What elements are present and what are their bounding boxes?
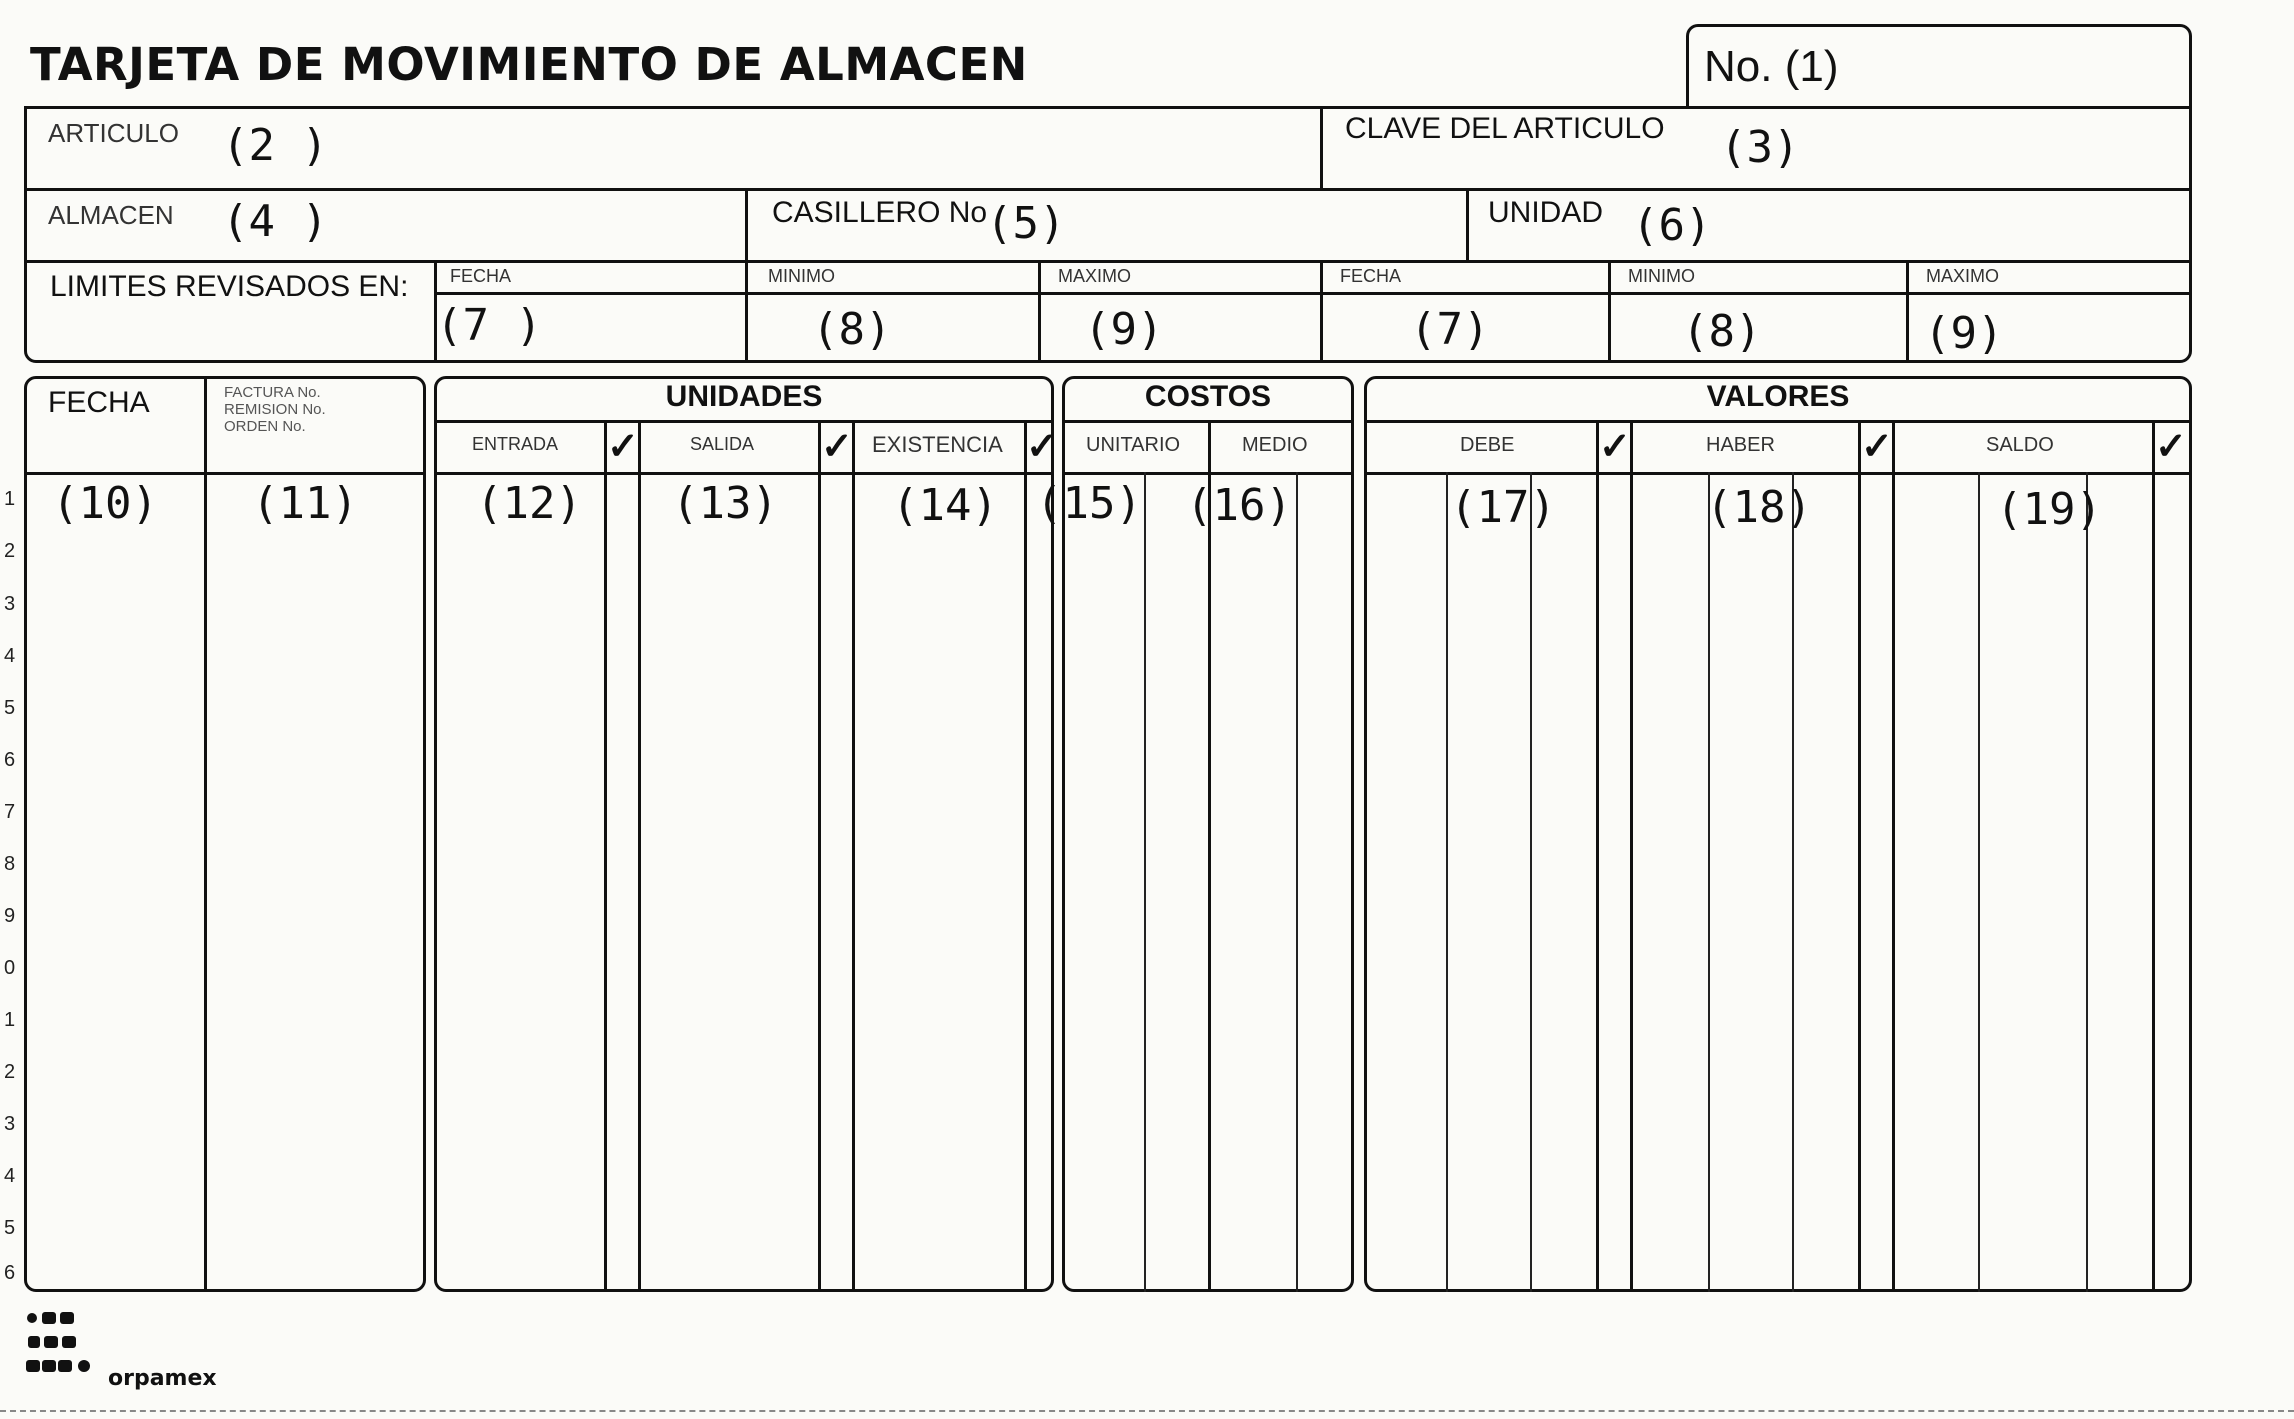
bottom-edge [0,1410,2294,1412]
limit-minimo-label-1: MINIMO [768,266,835,286]
check-icon: ✓ [607,426,639,468]
row-number: 8 [4,853,16,875]
row-number: 5 [4,697,16,719]
fecha-header: FECHA [48,386,150,419]
unitario-header: UNITARIO [1086,434,1181,456]
marker-16: (16) [1186,480,1292,531]
limit-minimo-marker-2: (8) [1682,306,1762,357]
limit-fecha-marker-2: (7) [1410,304,1490,355]
unidad-label: UNIDAD [1488,196,1604,229]
limit-maximo-marker-1: (9) [1084,304,1164,355]
check-icon: ✓ [1026,426,1058,468]
marker-11: (11) [252,478,358,529]
row-number: 2 [4,540,16,562]
check-icon: ✓ [821,426,853,468]
almacen-label: ALMACEN [48,200,174,230]
casillero-label: CASILLERO No [772,196,988,229]
row-number: 0 [4,957,16,979]
marker-12: (12) [476,478,582,529]
row-number: 3 [4,1113,16,1135]
check-icon: ✓ [1861,426,1893,468]
articulo-label: ARTICULO [48,118,179,148]
almacen-marker: (4 ) [222,196,328,247]
limit-maximo-marker-2: (9) [1924,308,2004,359]
limit-maximo-label-2: MAXIMO [1926,266,2000,286]
casillero-marker: (5) [986,198,1066,249]
marker-18: (18) [1706,482,1812,533]
clave-label: CLAVE DEL ARTICULO [1345,112,1665,145]
marker-15: (15) [1036,478,1142,529]
entrada-header: ENTRADA [472,434,559,454]
row-number: 5 [4,1217,16,1239]
limit-fecha-label-1: FECHA [450,266,512,286]
row-number: 6 [4,1262,16,1284]
limit-fecha-marker-1: (7 ) [436,300,542,351]
row-number: 6 [4,749,16,771]
unidad-marker: (6) [1632,200,1712,251]
debe-header: DEBE [1460,434,1515,456]
limites-label: LIMITES REVISADOS EN: [50,270,409,303]
limit-maximo-label-1: MAXIMO [1058,266,1132,286]
row-number: 1 [4,488,16,510]
salida-header: SALIDA [690,434,755,454]
row-number: 4 [4,1165,16,1187]
articulo-marker: (2 ) [222,120,328,171]
row-number: 3 [4,593,16,615]
limit-minimo-marker-1: (8) [812,304,892,355]
costos-header: COSTOS [1144,380,1272,413]
factura-header: FACTURA No. REMISION No. ORDEN No. [224,384,326,435]
row-number: 7 [4,801,16,823]
number-label: No. (1) [1704,42,1839,91]
check-icon: ✓ [1599,426,1631,468]
check-icon: ✓ [2155,426,2187,468]
valores-header: VALORES [1706,380,1850,413]
marker-10: (10) [52,478,158,529]
orpamex-logo-icon [24,1308,104,1388]
saldo-header: SALDO [1986,434,2054,456]
row-number: 4 [4,645,16,667]
marker-13: (13) [672,478,778,529]
marker-14: (14) [892,480,998,531]
marker-17: (17) [1450,482,1556,533]
row-number: 9 [4,905,16,927]
limit-fecha-label-2: FECHA [1340,266,1402,286]
unidades-header: UNIDADES [665,380,823,413]
form-title: TARJETA DE MOVIMIENTO DE ALMACEN [30,38,1028,91]
clave-marker: (3) [1720,122,1800,173]
limit-minimo-label-2: MINIMO [1628,266,1695,286]
existencia-header: EXISTENCIA [872,432,1003,457]
row-number: 1 [4,1009,16,1031]
haber-header: HABER [1706,434,1775,456]
brand-name: orpamex [108,1366,217,1391]
marker-19: (19) [1996,484,2102,535]
row-number: 2 [4,1061,16,1083]
medio-header: MEDIO [1242,434,1308,456]
